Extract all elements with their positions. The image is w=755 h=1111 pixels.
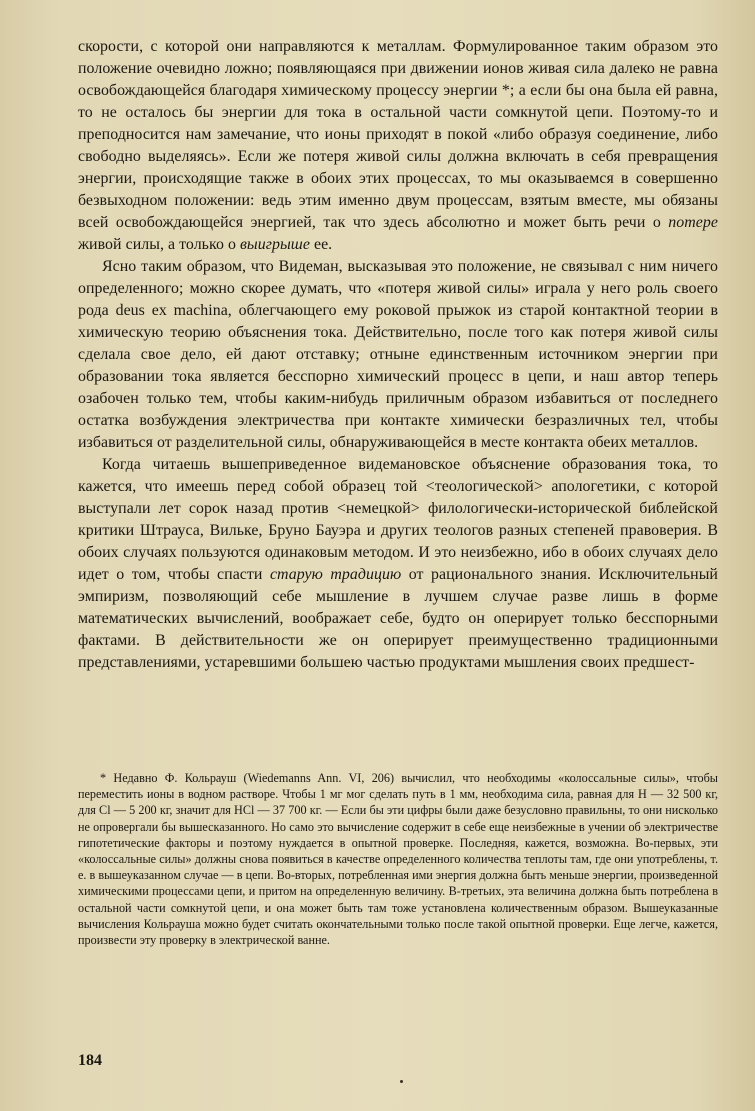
emphasis-loss: потере — [668, 214, 718, 231]
paragraph-1 — [78, 36, 718, 256]
main-text — [78, 36, 718, 674]
emphasis-gain: выигрыше — [239, 236, 310, 253]
paragraph-3 — [78, 454, 718, 674]
paragraph-3-end: от рационального знания. Исключительный эмпиризм, позволяющий себе мышление в лучшем случае разве лишь в форме математических вычислений, воображает себе, будто он оперирует только бесспорными фактами. В действительности же он оперирует преимущественно традиционными представлениями, устаревшими большею частью продуктами мышления своих предшест- — [78, 566, 718, 671]
paragraph-1-mid: может быть речи о — [515, 214, 669, 231]
paragraph-3-start: Когда читаешь вышеприведенное видемановское объяснение образования тока, то кажется, что имеешь перед собой образец той <теологической> апологетики, с которой выступали лет сорок назад против <немецкой> филологически-исторической библейской критики Штрауса, Вильке, Бруно Бауэра и других теологов разных степеней правоверия. В обоих случаях пользуются одинаковым методом. И это неизбежно, ибо в обоих случаях дело идет о том, чтобы спасти — [78, 456, 718, 583]
paragraph-2: Ясно таким образом, что Видеман, высказывая это положение, не связывал с ним ничего определенного; можно скорее думать, что «потеря живой силы» играла у него роль своего рода deus ex machina, облегчающего ему роковой прыжок из старой контактной теории в химическую теорию объяснения тока. Действительно, после того как потеря живой силы сделала свое дело, ей дают отставку; отныне единственным источником энергии при образовании тока является бесспорно химический процесс в цепи, и наш автор теперь озабочен только тем, чтобы каким-нибудь приличным образом избавиться от последнего остатка возбуждения электричества при контакте химически безразличных тел, чтобы избавиться от разделительной силы, обнаруживающейся в месте контакта обеих металлов. — [78, 258, 718, 451]
paragraph-1-mid2: живой силы, а только о — [78, 236, 240, 253]
footnote-text: * Недавно Ф. Кольрауш (Wiedemanns Ann. VI, 206) вычислил, что необходимы «колоссальные силы», чтобы переместить ионы в водном растворе. Чтобы 1 мг мог сделать путь в 1 мм, необходима сила, равная для Н — 32 500 кг, для Cl — 5 200 кг, значит для HCl — 37 700 кг. — Если бы эти цифры были даже безусловно правильны, то они нисколько не опровергали бы вышесказанного. Но само это вычисление содержит в себе еще неизбежные в учении об электричестве гипотетические факторы и поэтому нуждается в опытной проверке. Последняя, кажется, возможна. Во-первых, эти «колоссальные силы» должны снова появиться в качестве определенного количества теплоты там, где они употреблены, т. е. в вышеуказанном случае — в цепи. Во-вторых, потребленная ими энергия должна быть меньше энергии, произведенной химическими процессами цепи, и притом на определенную величину. В-третьих, эта величина должна быть потреблена в остальной части сомкнутой цепи, и она может быть там тоже установлена количественным образом. Вышеуказанные вычисления Кольрауша можно будет считать окончательными только после такой опытной проверки. Еще легче, кажется, произвести эту проверку в электрической ванне. — [78, 771, 718, 948]
paper-speck — [400, 1080, 403, 1083]
footnote-block — [78, 770, 718, 948]
page-number: 184 — [78, 1052, 102, 1069]
paragraph-1-end: ее. — [309, 236, 333, 253]
emphasis-tradition: старую традицию — [269, 566, 402, 583]
paragraph-1-text: скорости, с которой они направляются к металлам. Формулированное таким образом это положение очевидно ложно; появляющаяся при движении ионов живая сила далеко не равна освобождающейся благодаря химическому процессу энергии *; а если бы она была ей равна, то не осталось бы энергии для тока в остальной части сомкнутой цепи. Поэтому-то и преподносится нам замечание, что ионы приходят в покой «либо образуя соединение, либо свободно выделяясь». Если же потеря живой силы должна включать в себя превращения энергии, происходящие также в обоих этих процессах, то мы оказываемся в совершенно безвыходном положении: ведь этим именно двум процессам, взятым вместе, мы обязаны всей освобождающейся энергией, так что здесь абсолютно и — [78, 38, 718, 231]
